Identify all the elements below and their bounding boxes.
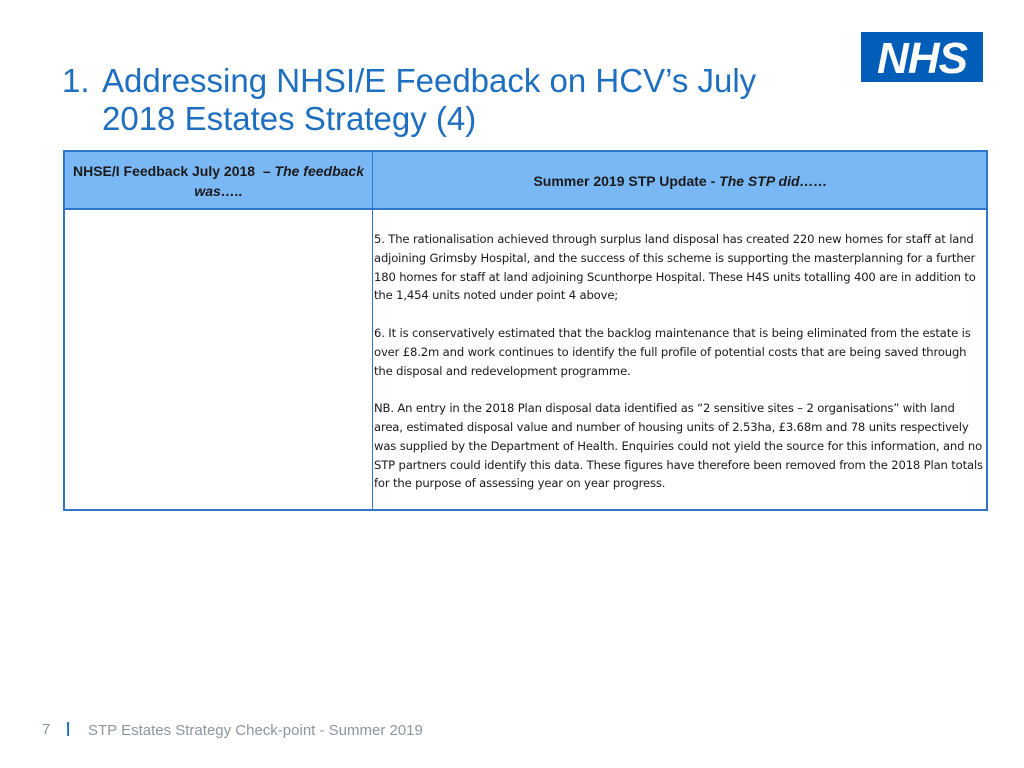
page-number: 7 [42, 721, 51, 738]
update-paragraph-nb: NB. An entry in the 2018 Plan disposal data identified as “2 sensitive sites – 2 organisations” with land area, estimated disposal value and number of housing units of 2.53ha, £3.68m and 78 units respectively was supplied by the Department of Health. Enquiries could not yield the source for this information, and no STP partners could identify this data. These figures have therefore been removed from the 2018 Plan totals for the purpose of assessing year on year progress. [374, 401, 983, 491]
nhs-logo-text: NHS [877, 34, 967, 82]
column-divider [372, 152, 373, 509]
feedback-header-bold: NHSE/I Feedback July 2018 – [72, 163, 275, 179]
update-paragraph-5: 5. The rationalisation achieved through surplus land disposal has created 220 new homes for staff at land adjoining Grimsby Hospital, and the success of this scheme is supporting the masterplanning for a further 180 homes for staff at land adjoining Scunthorpe Hospital. These H4S units totalling 400 are in addition to the 1,454 units noted under point 4 above; [374, 232, 976, 303]
table-header-feedback [65, 161, 372, 201]
title-text-1: Addressing NHSI/E Feedback on HCV’s July [102, 62, 757, 99]
title-line-2: 2018 Estates Strategy (4) [102, 100, 477, 137]
feedback-header-italic: The feedback was….. [194, 163, 365, 199]
title-number: 1. [62, 62, 90, 99]
table-header-row [65, 152, 986, 210]
footer-text: STP Estates Strategy Check-point - Summer 2019 [88, 722, 423, 739]
update-header-bold: Summer 2019 STP Update - [533, 173, 720, 189]
title-line-1 [62, 62, 842, 100]
table-header-update [373, 171, 988, 191]
slide-footer [0, 719, 600, 743]
update-header-italic: The STP did…… [719, 173, 828, 189]
update-paragraph-6: 6. It is conservatively estimated that the backlog maintenance that is being eliminated from the estate is over £8.2m and work continues to identify the full profile of potential costs that are being saved through the disposal and redevelopment programme. [374, 325, 971, 378]
table-cell-update [374, 230, 986, 493]
nhs-logo [861, 32, 983, 82]
feedback-table [63, 150, 988, 511]
slide-title [62, 62, 842, 138]
footer-separator: | [66, 720, 71, 737]
